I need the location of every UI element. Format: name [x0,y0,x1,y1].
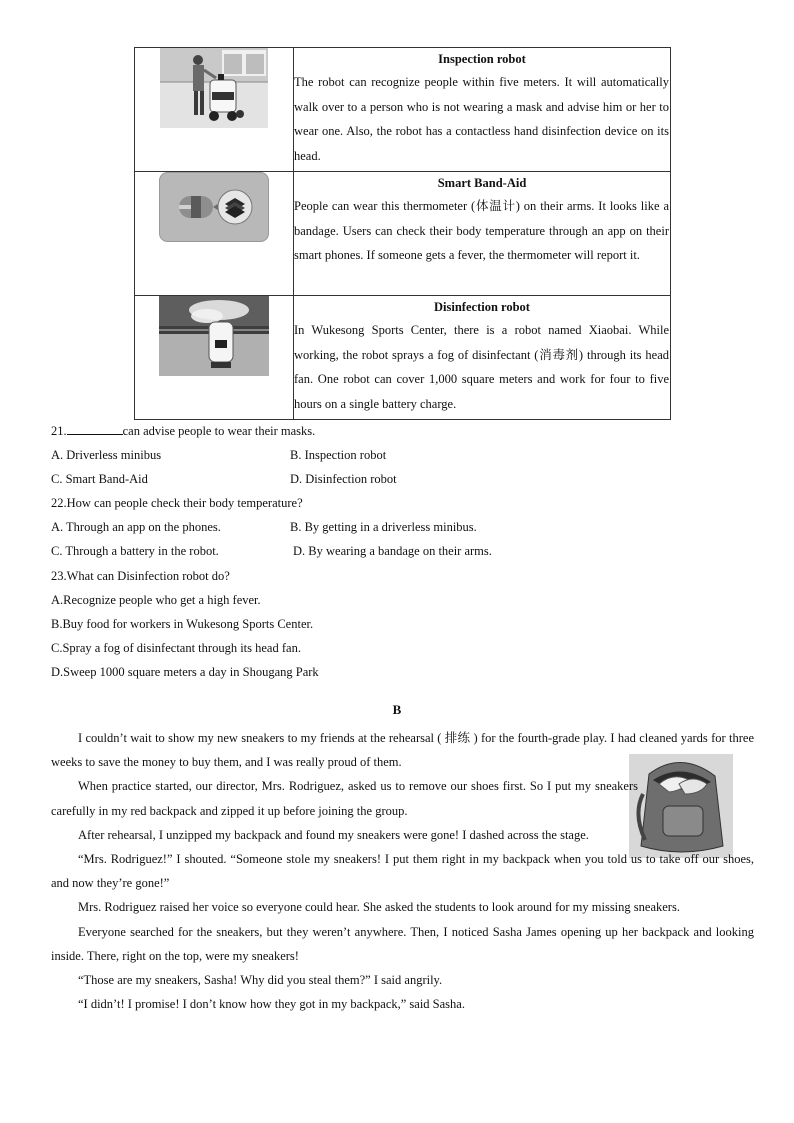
paragraph: “Those are my sneakers, Sasha! Why did you steal them?” I said angrily. [78,973,443,988]
inspection-robot-cell [294,48,671,172]
image-cell [135,172,294,296]
table-row [135,172,671,296]
smart-band-aid-cell [294,172,671,296]
question-23-stem: 23.What can Disinfection robot do? [51,569,230,583]
smart-band-aid-photo [159,172,269,242]
robots-table [134,47,671,420]
row-title: Disinfection robot [434,300,530,314]
table-row [135,48,671,172]
row-description: In Wukesong Sports Center, there is a robot named Xiaobai. While working, the robot sprays a fog of disinfectant (消毒剂) through its head fan. One robot can cover 1,000 square meters and work for four to five hours on a single battery charge. [294,323,669,411]
option-b[interactable]: B. Inspection robot [290,448,387,462]
table-row [135,296,671,420]
option-c[interactable]: C. Smart Band-Aid [51,472,148,486]
option-b[interactable]: B. By getting in a driverless minibus. [290,520,477,534]
question-text: can advise people to wear their masks. [122,424,316,438]
inspection-robot-photo [160,48,268,128]
answer-blank[interactable] [67,421,123,435]
section-heading: B [392,702,402,717]
row-title: Inspection robot [438,52,526,66]
option-a[interactable]: A. Through an app on the phones. [51,520,221,534]
option-d[interactable]: D.Sweep 1000 square meters a day in Shougang Park [51,665,319,679]
question-number: 21. [51,424,67,438]
paragraph: I couldn’t wait to show my new sneakers to my friends at the rehearsal ( 排练 ) for the fourth-grade play. I had cleaned yards for three weeks to save the money to buy them, and I was really proud of them. [51,731,754,770]
row-description: The robot can recognize people within five meters. It will automatically walk over to a person who is not wearing a mask and advise him or her to wear one. Also, the robot has a contactless hand disinfection device on its head. [294,75,669,163]
question-22-stem: 22.How can people check their body temperature? [51,496,303,510]
paragraph: Everyone searched for the sneakers, but they weren’t anywhere. Then, I noticed Sasha James opening up her backpack and looking inside. There, right on the top, were my sneakers! [51,924,754,963]
option-c[interactable]: C. Through a battery in the robot. [51,544,219,558]
option-d[interactable]: D. By wearing a bandage on their arms. [293,544,492,558]
option-d[interactable]: D. Disinfection robot [290,472,397,486]
paragraph: “Mrs. Rodriguez!” I shouted. “Someone stole my sneakers! I put them right in my backpack when you told us to take off our shoes, and now they’re gone!” [51,852,754,891]
row-description: People can wear this thermometer (体温计) on their arms. It looks like a bandage. Users can check their body temperature through an app on their smart phones. If someone gets a fever, the thermometer will report it. [294,199,669,262]
disinfection-robot-cell [294,296,671,420]
paragraph: Mrs. Rodriguez raised her voice so everyone could hear. She asked the students to look around for my missing sneakers. [78,900,680,915]
story-passage [51,726,754,1016]
paragraph: When practice started, our director, Mrs. Rodriguez, asked us to remove our shoes first. So I put my sneakers carefully in my red backpack and zipped it up before joining the group. [51,779,638,818]
option-a[interactable]: A.Recognize people who get a high fever. [51,593,261,607]
image-cell [135,296,294,420]
image-cell [135,48,294,172]
disinfection-robot-photo [159,296,269,376]
paragraph: After rehearsal, I unzipped my backpack and found my sneakers were gone! I dashed across the stage. [78,827,589,842]
option-a[interactable]: A. Driverless minibus [51,448,162,462]
row-title: Smart Band-Aid [437,176,527,190]
question-21-stem [51,419,315,443]
option-c[interactable]: C.Spray a fog of disinfectant through its head fan. [51,641,301,655]
paragraph: “I didn’t! I promise! I don’t know how they got in my backpack,” said Sasha. [78,997,465,1012]
option-b[interactable]: B.Buy food for workers in Wukesong Sports Center. [51,617,314,631]
